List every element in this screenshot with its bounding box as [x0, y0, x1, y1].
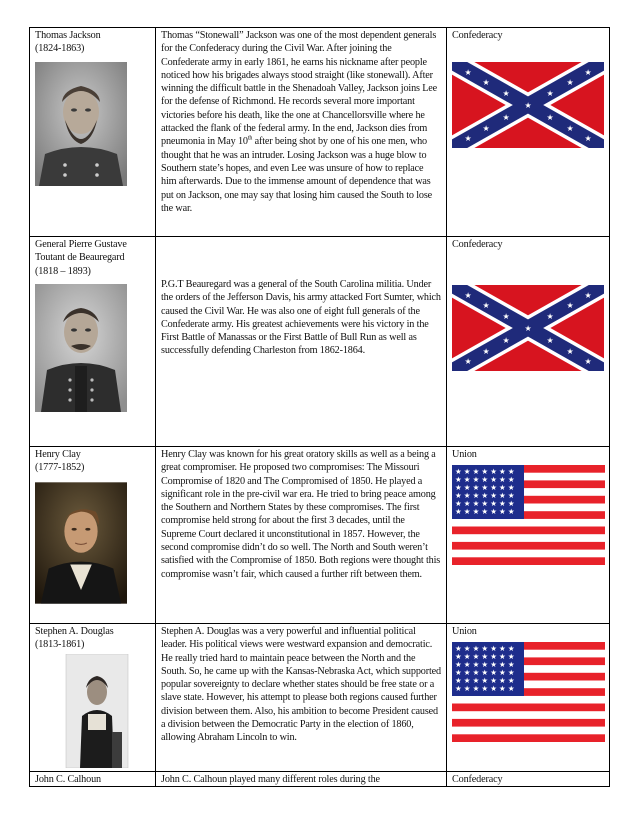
- person-dates: (1813-1861): [35, 639, 85, 651]
- union-flag-icon: [452, 642, 605, 742]
- side-cell: [447, 624, 610, 772]
- svg-text:★: ★: [524, 324, 532, 334]
- person-dates: (1777-1852): [35, 462, 85, 474]
- side-label: Confederacy: [452, 239, 503, 250]
- svg-text:★: ★: [502, 89, 510, 99]
- biography-cell: [156, 237, 447, 447]
- svg-text:★: ★: [546, 312, 554, 322]
- side-label: Confederacy: [452, 774, 503, 785]
- side-cell: [447, 447, 610, 624]
- union-flag-icon: [452, 465, 605, 565]
- table-row: [30, 28, 610, 237]
- biography-cell: [156, 772, 447, 787]
- portrait-jackson: [35, 62, 127, 186]
- confederate-flag-icon: [452, 285, 604, 371]
- svg-text:★: ★: [482, 347, 490, 357]
- name-cell: [30, 28, 156, 237]
- svg-text:★: ★: [584, 68, 592, 78]
- person-name: John C. Calhoun: [35, 774, 101, 785]
- person-name-line1: General Pierre Gustave: [35, 239, 127, 250]
- svg-text:★: ★: [482, 78, 490, 88]
- name-cell: [30, 237, 156, 447]
- svg-text:★: ★: [546, 336, 554, 346]
- table-row: [30, 447, 610, 624]
- ordinal-suffix: th: [247, 135, 253, 142]
- side-cell: [447, 237, 610, 447]
- person-dates: (1824-1863): [35, 43, 85, 55]
- svg-text:★ ★ ★ ★ ★ ★ ★: ★ ★ ★ ★ ★ ★ ★: [455, 499, 515, 509]
- svg-text:★: ★: [482, 124, 490, 134]
- svg-text:★ ★ ★ ★ ★ ★ ★: ★ ★ ★ ★ ★ ★ ★: [455, 676, 515, 686]
- name-cell: [30, 447, 156, 624]
- side-cell: [447, 772, 610, 787]
- svg-text:★ ★ ★ ★ ★ ★ ★: ★ ★ ★ ★ ★ ★ ★: [455, 475, 515, 485]
- side-label: Union: [452, 626, 477, 637]
- biography-text: Henry Clay was known for his great oratory skills as well as a being a great compromiser. He proposed two compromises: The Missouri Compromise of 1820 and The Compromised of 1850. He played a significant role in the pre-civil war era. He tried to bring peace among the Southern and Northern States by these compromises. The first compromise held strong for about the first 3 decades, until the Supreme Court declared it unconstitutional in 1857. However, the second compromise didn’t do so well. The North and South weren’t satisfied with the Compromise of 1850. Both regions were thought this compromise wasn’t fair, which caused a further rift between them.: [161, 449, 441, 580]
- svg-text:★: ★: [566, 124, 574, 134]
- svg-text:★ ★ ★ ★ ★ ★ ★: ★ ★ ★ ★ ★ ★ ★: [455, 507, 515, 517]
- svg-text:★: ★: [584, 291, 592, 301]
- svg-text:★: ★: [546, 89, 554, 99]
- svg-text:★: ★: [566, 301, 574, 311]
- svg-text:★ ★ ★ ★ ★ ★ ★: ★ ★ ★ ★ ★ ★ ★: [455, 668, 515, 678]
- svg-text:★: ★: [566, 347, 574, 357]
- svg-text:★: ★: [464, 291, 472, 301]
- biography-text: Thomas “Stonewall” Jackson was one of the most dependent generals for the Confederacy during the Civil War. After joining the Confederate army in early 1861, he earns his nickname after people noticed how his brigades always stood straight (like stonewall). After winning the difficult battle in the Shenadoah Valley, Jackson joins Lee for the defense of Richmond. He records several more important victories before his death, like the one at Chancellorsville where he attacked the flank of the federal army. In the end, Jackson dies from pneumonia in May 10: [161, 30, 438, 148]
- svg-text:★ ★ ★ ★ ★ ★ ★: ★ ★ ★ ★ ★ ★ ★: [455, 660, 515, 670]
- biography-text: John C. Calhoun played many different roles during the: [161, 774, 380, 785]
- portrait-clay: [35, 481, 127, 605]
- name-cell: [30, 624, 156, 772]
- svg-text:★: ★: [502, 312, 510, 322]
- biography-text-continued: after being shot by one of his one men, who thought that he was an intruder. Losing Jackson was a huge blow to Southern state’s hopes, and even Lee was unsure of how to replace him afterwards. Due to the immense amount of dependence that was put on Jackson, one may say that losing him caused the South to lose the war.: [161, 136, 433, 214]
- svg-text:★: ★: [546, 113, 554, 123]
- biography-cell: [156, 624, 447, 772]
- svg-text:★ ★ ★ ★ ★ ★ ★: ★ ★ ★ ★ ★ ★ ★: [455, 483, 515, 493]
- person-name: Henry Clay: [35, 449, 81, 460]
- svg-text:★: ★: [464, 357, 472, 367]
- table-row: [30, 237, 610, 447]
- biography-text: P.G.T Beauregard was a general of the South Carolina militia. Under the orders of the Jefferson Davis, his army attacked Fort Sumter, which caused the Civil War. He was also one of eight full generals of the Confederate army. His greatest achievements were his victory in the First Battle of Manassas or the First Battle of Bull Run as well as successfully defending Charleston from 1862-1864.: [161, 279, 441, 357]
- svg-text:★: ★: [566, 78, 574, 88]
- svg-text:★ ★ ★ ★ ★ ★ ★: ★ ★ ★ ★ ★ ★ ★: [455, 644, 515, 654]
- table-row: [30, 772, 610, 787]
- biography-cell: [156, 447, 447, 624]
- svg-text:★: ★: [482, 301, 490, 311]
- side-label: Confederacy: [452, 30, 503, 41]
- svg-text:★: ★: [524, 101, 532, 111]
- svg-text:★ ★ ★ ★ ★ ★ ★: ★ ★ ★ ★ ★ ★ ★: [455, 652, 515, 662]
- portrait-beauregard: [35, 284, 127, 412]
- svg-text:★: ★: [464, 134, 472, 144]
- svg-text:★: ★: [464, 68, 472, 78]
- name-cell: [30, 772, 156, 787]
- svg-text:★ ★ ★ ★ ★ ★ ★: ★ ★ ★ ★ ★ ★ ★: [455, 491, 515, 501]
- svg-text:★ ★ ★ ★ ★ ★ ★: ★ ★ ★ ★ ★ ★ ★: [455, 684, 515, 694]
- biography-text: Stephen A. Douglas was a very powerful and influential political leader. His political views were westward expansion and democratic. He really tried hard to maintain peace between the North and the South. So, he came up with the Kansas-Nebraska Act, which supported popular sovereignty to declare whether states should be free state or a slave state. However, his attempt to please both regions caused further division between them. Also, his ambition to become President caused a division between the Democratic Party in the election of 1860, allowing Abraham Lincoln to win.: [161, 626, 441, 744]
- biography-cell: [156, 28, 447, 237]
- svg-text:★: ★: [584, 134, 592, 144]
- svg-text:★ ★ ★ ★ ★ ★ ★: ★ ★ ★ ★ ★ ★ ★: [455, 467, 515, 477]
- side-cell: [447, 28, 610, 237]
- svg-text:★: ★: [584, 357, 592, 367]
- history-figures-table: [29, 27, 610, 787]
- person-name: Stephen A. Douglas: [35, 626, 114, 637]
- svg-text:★: ★: [502, 113, 510, 123]
- portrait-douglas: [51, 654, 143, 768]
- table-row: [30, 624, 610, 772]
- person-dates: (1818 – 1893): [35, 265, 91, 277]
- person-name: Thomas Jackson: [35, 30, 101, 41]
- svg-text:★: ★: [502, 336, 510, 346]
- side-label: Union: [452, 449, 477, 460]
- person-name-line2: Toutant de Beauregard: [35, 252, 125, 264]
- confederate-flag-icon: [452, 62, 604, 148]
